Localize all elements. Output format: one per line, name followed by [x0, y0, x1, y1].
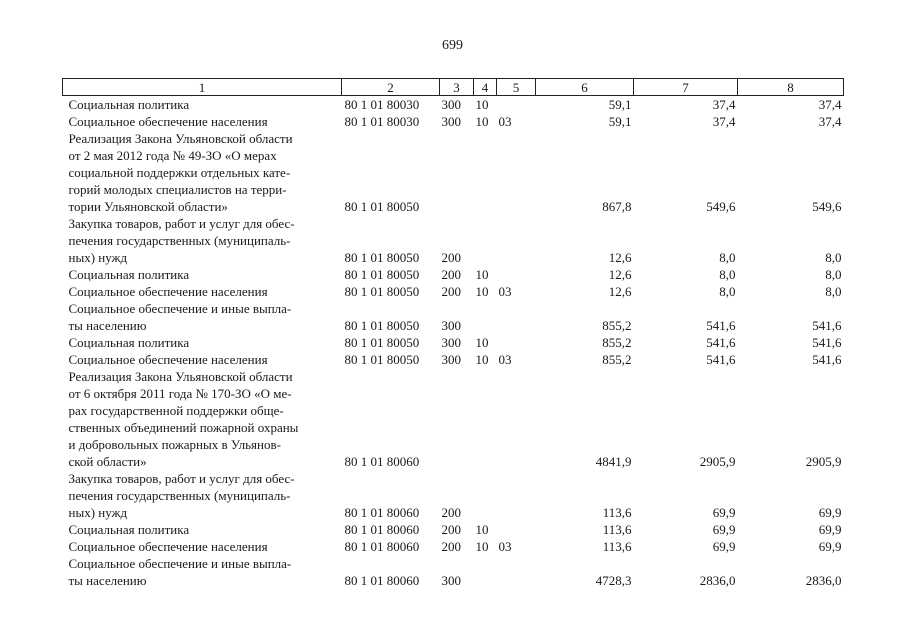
row-value-8: 37,4 [818, 97, 842, 112]
row-value-6: 4728,3 [595, 573, 632, 588]
row-value-8: 8,0 [825, 284, 842, 299]
row-col-3: 200 [441, 250, 461, 265]
row-code: 80 1 01 80060 [344, 573, 420, 588]
row-name-line: печения государственных (муниципаль- [68, 233, 291, 248]
row-col-3: 200 [441, 505, 461, 520]
row-col-4: 10 [475, 114, 489, 129]
row-col-3: 300 [441, 352, 461, 367]
row-value-6: 59,1 [608, 97, 632, 112]
row-col-5 [497, 300, 536, 334]
row-col-3: 200 [441, 267, 461, 282]
row-value-8: 37,4 [818, 114, 842, 129]
header-col-5: 5 [497, 79, 536, 96]
header-col-1: 1 [63, 79, 342, 96]
row-code: 80 1 01 80050 [344, 335, 420, 350]
row-value-8: 2836,0 [805, 573, 842, 588]
row-value-7: 2905,9 [699, 454, 736, 469]
row-col-3: 200 [441, 522, 461, 537]
table-body [63, 96, 844, 590]
row-name-line: ственных объединений пожарной охраны [68, 420, 299, 435]
row-col-5: 03 [498, 352, 512, 367]
row-name-line: от 6 октября 2011 года № 170-ЗО «О ме- [68, 386, 292, 401]
row-col-3: 300 [441, 335, 461, 350]
row-name-line: Социальное обеспечение населения [68, 539, 268, 554]
row-name-line: горий молодых специалистов на терри- [68, 182, 287, 197]
row-value-6: 113,6 [602, 522, 632, 537]
row-name-line: Социальное обеспечение населения [68, 352, 268, 367]
header-col-8: 8 [738, 79, 844, 96]
row-col-5: 03 [498, 114, 512, 129]
row-col-5 [497, 334, 536, 351]
table-row [63, 521, 844, 538]
row-value-7: 8,0 [719, 267, 736, 282]
row-name-line: Реализация Закона Ульяновской области [68, 131, 293, 146]
row-name-line: Реализация Закона Ульяновской области [68, 369, 293, 384]
row-name [63, 351, 342, 368]
row-value-6: 855,2 [602, 352, 632, 367]
row-col-4 [474, 470, 497, 521]
row-name [63, 266, 342, 283]
row-col-5: 03 [498, 284, 512, 299]
row-code: 80 1 01 80050 [344, 284, 420, 299]
row-value-7: 69,9 [712, 539, 736, 554]
table-row [63, 266, 844, 283]
row-value-8: 69,9 [818, 539, 842, 554]
row-value-7: 541,6 [706, 352, 736, 367]
row-name-line: Закупка товаров, работ и услуг для обес- [68, 216, 295, 231]
row-value-7: 69,9 [712, 505, 736, 520]
row-col-5 [497, 96, 536, 114]
row-col-3: 300 [441, 318, 461, 333]
row-value-8: 549,6 [812, 199, 842, 214]
table-row [63, 300, 844, 334]
row-value-8: 541,6 [812, 352, 842, 367]
row-code: 80 1 01 80030 [344, 114, 420, 129]
row-code: 80 1 01 80050 [344, 199, 420, 214]
row-col-4: 10 [475, 284, 489, 299]
row-name [63, 334, 342, 351]
row-value-7: 8,0 [719, 250, 736, 265]
table-row [63, 96, 844, 114]
row-col-4 [474, 130, 497, 215]
row-value-7: 549,6 [706, 199, 736, 214]
row-col-3: 200 [441, 284, 461, 299]
row-name [63, 283, 342, 300]
row-name [63, 521, 342, 538]
row-value-6: 855,2 [602, 335, 632, 350]
row-name-line: Социальное обеспечение и иные выпла- [68, 556, 292, 571]
row-value-8: 69,9 [818, 522, 842, 537]
row-name-line: Социальное обеспечение населения [68, 284, 268, 299]
row-col-4: 10 [475, 522, 489, 537]
row-name-line: социальной поддержки отдельных кате- [68, 165, 291, 180]
header-col-7: 7 [634, 79, 738, 96]
row-value-6: 113,6 [602, 539, 632, 554]
row-value-8: 2905,9 [805, 454, 842, 469]
row-col-4: 10 [475, 335, 489, 350]
row-code: 80 1 01 80050 [344, 352, 420, 367]
row-value-7: 541,6 [706, 318, 736, 333]
row-col-3 [440, 368, 474, 470]
row-name-line: Социальная политика [68, 97, 190, 112]
row-value-7: 8,0 [719, 284, 736, 299]
row-col-3: 300 [441, 97, 461, 112]
row-col-4 [474, 215, 497, 266]
row-value-8: 69,9 [818, 505, 842, 520]
row-name [63, 215, 342, 266]
row-code: 80 1 01 80030 [344, 97, 420, 112]
row-code: 80 1 01 80050 [344, 250, 420, 265]
row-name-line: печения государственных (муниципаль- [68, 488, 291, 503]
row-col-5 [497, 368, 536, 470]
row-name-line: и добровольных пожарных в Ульянов- [68, 437, 281, 452]
table-row [63, 334, 844, 351]
row-name [63, 130, 342, 215]
row-col-4 [474, 300, 497, 334]
row-name [63, 538, 342, 555]
row-value-7: 2836,0 [699, 573, 736, 588]
row-value-7: 37,4 [712, 97, 736, 112]
row-name-line: ты населению [68, 318, 147, 333]
row-value-6: 4841,9 [595, 454, 632, 469]
row-col-5 [497, 266, 536, 283]
header-row [63, 79, 844, 96]
row-name-line: рах государственной поддержки обще- [68, 403, 284, 418]
row-name-line: тории Ульяновской области» [68, 199, 228, 214]
row-name-line: Социальное обеспечение и иные выпла- [68, 301, 292, 316]
row-col-5 [497, 130, 536, 215]
page-number: 699 [442, 38, 463, 53]
row-name-line: Социальная политика [68, 335, 190, 350]
budget-table [62, 78, 844, 589]
table-row [63, 351, 844, 368]
table-row [63, 215, 844, 266]
row-value-8: 8,0 [825, 267, 842, 282]
row-name-line: от 2 мая 2012 года № 49-ЗО «О мерах [68, 148, 277, 163]
row-col-4: 10 [475, 97, 489, 112]
row-col-3: 200 [441, 539, 461, 554]
row-name-line: ных) нужд [68, 505, 128, 520]
row-col-4: 10 [475, 352, 489, 367]
row-code: 80 1 01 80050 [344, 267, 420, 282]
row-code: 80 1 01 80060 [344, 522, 420, 537]
row-col-4: 10 [475, 539, 489, 554]
row-name [63, 300, 342, 334]
row-name [63, 96, 342, 114]
row-name-line: ных) нужд [68, 250, 128, 265]
row-value-6: 59,1 [608, 114, 632, 129]
row-value-6: 12,6 [608, 250, 632, 265]
header-col-2: 2 [342, 79, 440, 96]
row-code: 80 1 01 80050 [344, 318, 420, 333]
row-value-6: 855,2 [602, 318, 632, 333]
row-value-7: 541,6 [706, 335, 736, 350]
row-col-5 [497, 521, 536, 538]
row-name-line: Социальная политика [68, 267, 190, 282]
table-row [63, 113, 844, 130]
row-col-5: 03 [498, 539, 512, 554]
row-value-6: 113,6 [602, 505, 632, 520]
row-value-6: 12,6 [608, 284, 632, 299]
header-col-4: 4 [474, 79, 497, 96]
row-col-3: 300 [441, 573, 461, 588]
row-value-8: 541,6 [812, 318, 842, 333]
row-value-7: 37,4 [712, 114, 736, 129]
row-name-line: Социальная политика [68, 522, 190, 537]
header-col-6: 6 [536, 79, 634, 96]
row-col-5 [497, 215, 536, 266]
row-col-4 [474, 368, 497, 470]
header-col-3: 3 [440, 79, 474, 96]
row-code: 80 1 01 80060 [344, 539, 420, 554]
row-name-line: Социальное обеспечение населения [68, 114, 268, 129]
row-name-line: ской области» [68, 454, 147, 469]
row-col-4: 10 [475, 267, 489, 282]
row-value-8: 541,6 [812, 335, 842, 350]
row-code: 80 1 01 80060 [344, 454, 420, 469]
row-name [63, 555, 342, 589]
row-value-6: 867,8 [602, 199, 632, 214]
row-col-5 [497, 555, 536, 589]
row-col-3 [440, 130, 474, 215]
row-value-6: 12,6 [608, 267, 632, 282]
row-name [63, 470, 342, 521]
table-row [63, 538, 844, 555]
table-row [63, 368, 844, 470]
table-row [63, 283, 844, 300]
row-col-4 [474, 555, 497, 589]
row-name [63, 113, 342, 130]
row-col-5 [497, 470, 536, 521]
table-row [63, 555, 844, 589]
row-value-8: 8,0 [825, 250, 842, 265]
row-name-line: ты населению [68, 573, 147, 588]
row-name [63, 368, 342, 470]
table-row [63, 130, 844, 215]
row-col-3: 300 [441, 114, 461, 129]
row-code: 80 1 01 80060 [344, 505, 420, 520]
table-row [63, 470, 844, 521]
row-value-7: 69,9 [712, 522, 736, 537]
row-name-line: Закупка товаров, работ и услуг для обес- [68, 471, 295, 486]
